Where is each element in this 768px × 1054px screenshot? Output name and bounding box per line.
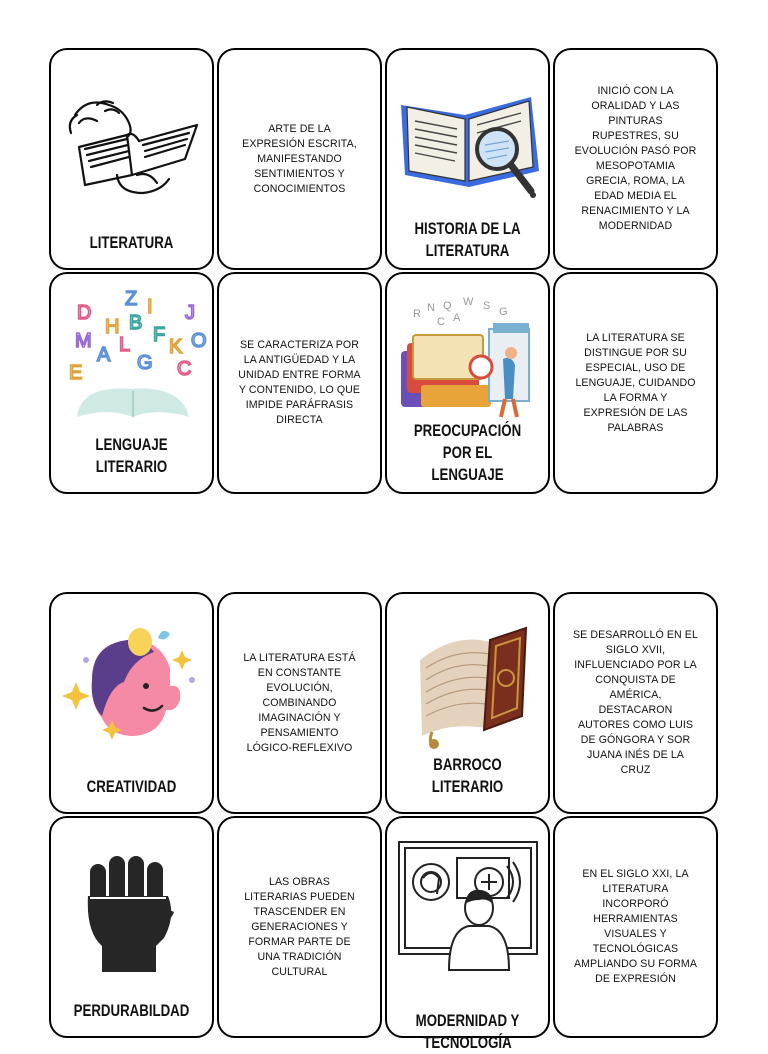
definition-text: SE CARACTERIZA POR LA ANTIGÜEDAD Y LA UNIDAD ENTRE FORMA Y CONTENIDO, LO QUE IMPIDE PARÁFRASIS DIRECTA <box>238 339 361 426</box>
svg-text:G: G <box>498 305 508 318</box>
term-title: MODERNIDAD Y TECNOLOGÍA <box>415 1011 520 1052</box>
svg-text:R: R <box>412 307 421 320</box>
definition-card <box>217 272 382 494</box>
letter-glyph: B <box>128 312 142 334</box>
letter-glyph: G <box>136 352 153 374</box>
term-card-barroco-literario <box>385 592 550 814</box>
definition-card <box>217 816 382 1038</box>
definition-text: ARTE DE LA EXPRESIÓN ESCRITA, MANIFESTANDO SENTIMIENTOS Y CONOCIMIENTOS <box>242 122 357 195</box>
card-grid-top <box>49 48 718 494</box>
letter-glyph: C <box>176 358 191 380</box>
term-card-modernidad-y-tecnologia <box>385 816 550 1052</box>
definition-text: INICIÓ CON LA ORALIDAD Y LAS PINTURAS RUPESTRES, SU EVOLUCIÓN PASÓ POR MESOPOTAMIA GRECIA, ROMA, LA EDAD MEDIA EL RENACIMIENTO Y LA MODERNIDAD <box>574 85 697 232</box>
term-title: BARROCO LITERARIO <box>431 755 504 796</box>
definition-text: EN EL SIGLO XXI, LA LITERATURA INCORPORÓ HERRAMIENTAS VISUALES Y TECNOLÓGICAS AMPLIANDO SU FORMA DE EXPRESIÓN <box>573 868 698 985</box>
books-researcher-icon <box>393 295 543 425</box>
svg-text:A: A <box>452 311 460 324</box>
svg-text:W: W <box>462 295 473 308</box>
term-card-preocupacion-por-el-lenguaje <box>385 272 550 494</box>
letter-glyph: M <box>74 330 92 352</box>
letter-glyph: F <box>152 324 165 346</box>
antique-book-icon <box>398 620 538 750</box>
hands-book-icon <box>57 75 207 195</box>
term-card-lenguaje-literario <box>49 272 214 494</box>
definition-text: LA LITERATURA ESTÁ EN CONSTANTE EVOLUCIÓN, COMBINANDO IMAGINACIÓN Y PENSAMIENTO LÓGICO-REFLEXIVO <box>243 651 356 754</box>
definition-card <box>553 592 718 814</box>
letter-glyph: D <box>76 302 91 324</box>
letters-book-icon <box>57 289 207 429</box>
definition-card <box>217 48 382 270</box>
letter-glyph: L <box>118 334 130 356</box>
definition-card <box>217 592 382 814</box>
definition-text: SE DESARROLLÓ EN EL SIGLO XVII, INFLUENCIADO POR LA CONQUISTA DE AMÉRICA, DESTACARON AUTORES COMO LUIS DE GÓNGORA Y SOR JUANA INÉS DE LA CRUZ <box>573 629 698 776</box>
term-title: LENGUAJE LITERARIO <box>95 435 168 476</box>
letter-glyph: O <box>190 330 207 352</box>
creative-head-icon <box>62 620 202 750</box>
term-title: PREOCUPACIÓN POR EL LENGUAJE <box>413 421 522 484</box>
letter-glyph: H <box>104 316 119 338</box>
term-title: CREATIVIDAD <box>86 777 177 796</box>
definition-card <box>553 272 718 494</box>
card-grid-bottom <box>49 592 718 1052</box>
term-title: PERDURABILDAD <box>73 1001 190 1020</box>
letter-glyph: J <box>184 302 195 324</box>
letter-glyph: A <box>96 344 110 366</box>
letter-glyph: I <box>146 296 153 318</box>
svg-text:S: S <box>482 299 490 312</box>
svg-text:N: N <box>426 301 435 314</box>
person-screen-icon <box>393 838 543 970</box>
book-magnifier-icon <box>393 87 543 207</box>
term-card-literatura <box>49 48 214 270</box>
raised-fist-icon <box>72 846 192 976</box>
definition-card <box>553 816 718 1038</box>
definition-text: LAS OBRAS LITERARIAS PUEDEN TRASCENDER EN GENERACIONES Y FORMAR PARTE DE UNA TRADICIÓN CULTURAL <box>244 875 355 978</box>
term-card-perdurabildad <box>49 816 214 1038</box>
letter-glyph: Z <box>124 288 137 310</box>
definition-text: LA LITERATURA SE DISTINGUE POR SU ESPECIAL, USO DE LENGUAJE, CUIDANDO LA FORMA Y EXPRESIÓN DE LAS PALABRAS <box>575 331 696 434</box>
term-card-historia-de-la-literatura <box>385 48 550 270</box>
letter-glyph: E <box>68 362 82 384</box>
term-title: LITERATURA <box>89 233 174 252</box>
svg-text:C: C <box>436 315 445 328</box>
term-card-creatividad <box>49 592 214 814</box>
term-title: HISTORIA DE LA LITERATURA <box>414 219 521 260</box>
svg-text:Q: Q <box>442 299 452 312</box>
definition-card <box>553 48 718 270</box>
letter-glyph: K <box>168 336 182 358</box>
